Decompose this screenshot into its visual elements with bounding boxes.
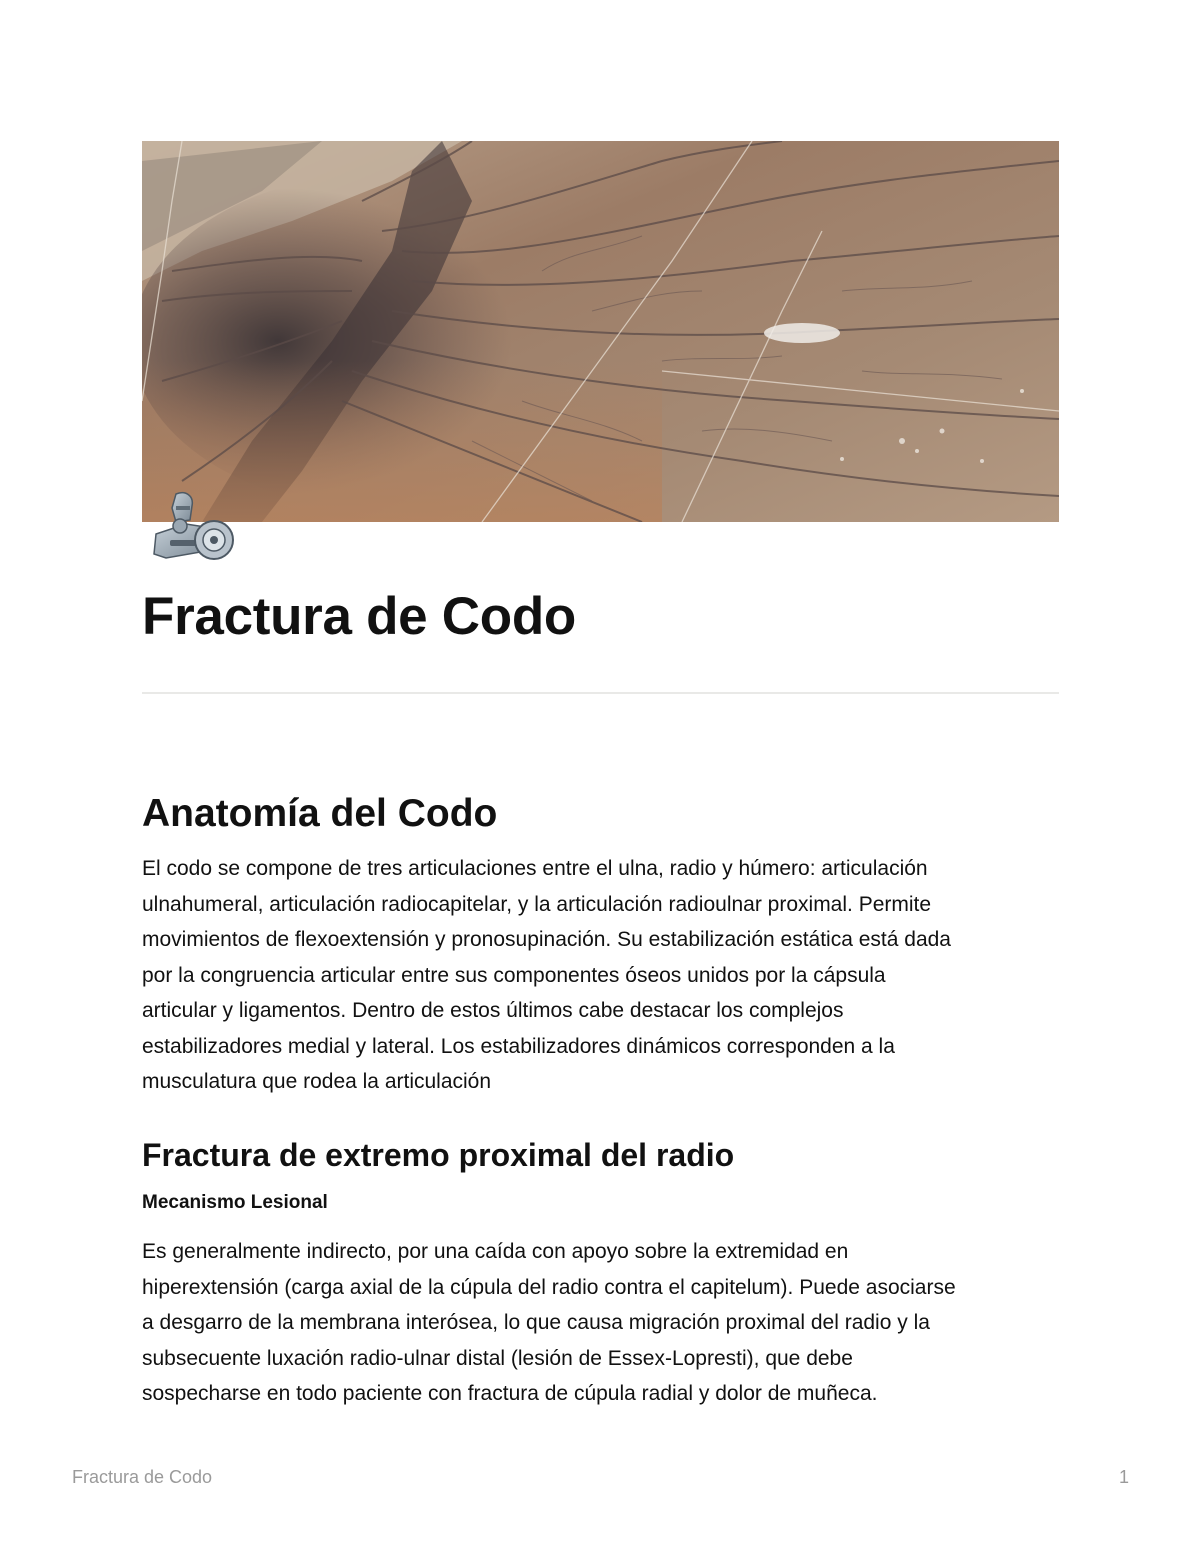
cover-image xyxy=(142,141,1059,522)
paragraph-line: movimientos de flexoextensión y pronosupinación. Su estabilización estática está dada xyxy=(142,928,951,951)
paragraph-line: estabilizadores medial y lateral. Los estabilizadores dinámicos corresponden a la xyxy=(142,1034,895,1058)
paragraph-line: ulnahumeral, articulación radiocapitelar, y la articulación radioulnar proximal. Permite xyxy=(142,892,932,916)
footer-page-number: 1 xyxy=(1118,1467,1129,1487)
paragraph-line: a desgarro de la membrana interósea, lo que causa migración proximal del radio y la xyxy=(142,1311,930,1334)
paragraph-mecanismo xyxy=(142,1234,1060,1412)
section-heading-fractura-radio: Fractura de extremo proximal del radio xyxy=(142,1137,735,1173)
divider xyxy=(142,692,1059,694)
paragraph-line: sospecharse en todo paciente con fractura de cúpula radial y dolor de muñeca. xyxy=(142,1382,878,1405)
paragraph-line: subsecuente luxación radio-ulnar distal (lesión de Essex-Lopresti), que debe xyxy=(142,1346,853,1370)
footer-document-title: Fractura de Codo xyxy=(72,1467,213,1487)
section-heading-anatomia: Anatomía del Codo xyxy=(142,792,498,835)
subheading-mecanismo-lesional: Mecanismo Lesional xyxy=(142,1192,328,1213)
paragraph-line: musculatura que rodea la articulación xyxy=(142,1070,492,1093)
mechanical-arm-icon xyxy=(146,488,236,566)
paragraph-anatomia xyxy=(142,851,1060,1100)
paragraph-line: El codo se compone de tres articulaciones entre el ulna, radio y húmero: articulación xyxy=(142,857,928,880)
paragraph-line: por la congruencia articular entre sus componentes óseos unidos por la cápsula xyxy=(142,963,886,987)
paragraph-line: hiperextensión (carga axial de la cúpula del radio contra el capitelum). Puede asociarse xyxy=(142,1275,956,1299)
paragraph-line: Es generalmente indirecto, por una caída con apoyo sobre la extremidad en xyxy=(142,1240,849,1263)
page-title: Fractura de Codo xyxy=(142,587,576,646)
paragraph-line: articular y ligamentos. Dentro de estos últimos cabe destacar los complejos xyxy=(142,999,844,1022)
